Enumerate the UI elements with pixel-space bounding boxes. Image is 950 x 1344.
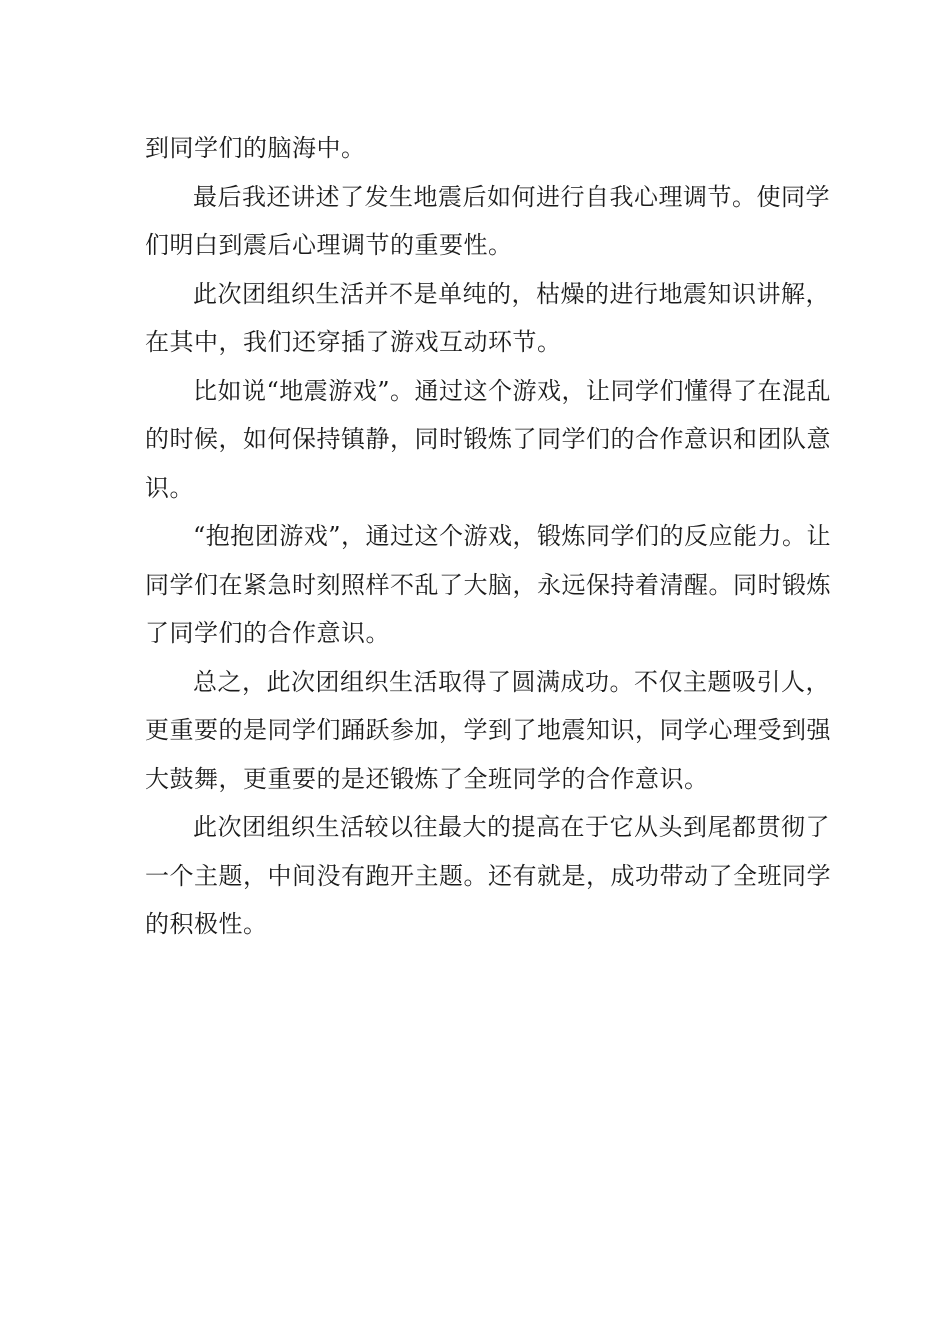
paragraph-5: “抱抱团游戏”，通过这个游戏，锻炼同学们的反应能力。让同学们在紧急时刻照样不乱了大脑，永远保持着清醒。同时锻炼了同学们的合作意识。 (145, 522, 832, 647)
paragraph-3: 此次团组织生活并不是单纯的，枯燥的进行地震知识讲解，在其中，我们还穿插了游戏互动环节。 (145, 279, 830, 356)
paragraph-1: 到同学们的脑海中。 (145, 134, 366, 162)
paragraph-6: 总之，此次团组织生活取得了圆满成功。不仅主题吸引人，更重要的是同学们踊跃参加，学到了地震知识，同学心理受到强大鼓舞，更重要的是还锻炼了全班同学的合作意识。 (145, 667, 831, 793)
paragraph-2: 最后我还讲述了发生地震后如何进行自我心理调节。使同学们明白到震后心理调节的重要性。 (145, 182, 830, 259)
paragraph-7: 此次团组织生活较以往最大的提高在于它从头到尾都贯彻了一个主题，中间没有跑开主题。还有就是，成功带动了全班同学的积极性。 (145, 813, 831, 938)
body-text (145, 124, 835, 949)
paragraph-4: 比如说“地震游戏”。通过这个游戏，让同学们懂得了在混乱的时候，如何保持镇静，同时锻炼了同学们的合作意识和团队意识。 (145, 376, 832, 502)
